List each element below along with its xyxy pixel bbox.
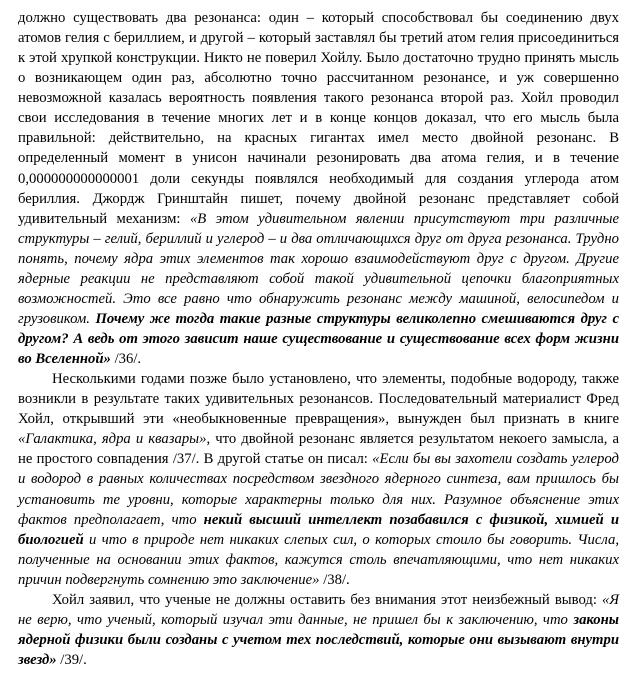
- text-run: /39/.: [56, 652, 87, 668]
- text-run: «В этом удивительном явлении присутствуют три различные структуры – гелий, бериллий и углерод – и два отличающихся друг от друга резонанса. Трудно понять, почему ядра этих элементов так хорошо взаимодействуют друг с другом. Другие ядерные реакции не представляют собой такой удивительной цепочки благоприятных возможностей. Это все равно что обнаружить резонанс между машиной, велосипедом и грузовиком.: [18, 210, 619, 327]
- text-run: /36/.: [110, 351, 142, 368]
- text-run: некий высший интеллект позабавился с физикой, химией и биологией: [18, 511, 619, 548]
- paragraph: [18, 590, 619, 670]
- text-run: и что в природе нет никаких слепых сил, о которых стоило бы говорить. Числа, полученные на основании этих фактов, кажутся столь впечатляющими, что нет никаких причин подвергнуть сомнению это заключение»: [18, 531, 619, 588]
- text-run: «Я не верю, что ученый, который изучал эти данные, не пришел бы к заключению, что: [18, 591, 619, 628]
- text-run: Почему же тогда такие разные структуры великолепно смешиваются друг с другом? А ведь от этого зависит наше существование и существование всех форм жизни во Вселенной»: [18, 310, 619, 368]
- paragraph: [18, 8, 619, 369]
- text-run: , что двойной резонанс является результатом некоего замысла, а не простого совпадения /37/. В другой статье он писал:: [18, 431, 619, 468]
- text-run: «Если бы вы захотели создать углерод и водород в равных количествах посредством звездного ядерного синтеза, вам пришлось бы установить те уровни, которые характерны только для них. Разумное объяснение этих фактов предполагает, что: [18, 451, 619, 528]
- text-run: «Галактика, ядра и квазары»: [18, 431, 207, 448]
- text-run: /38/.: [319, 571, 350, 588]
- text-run: законы ядерной физики были созданы с учетом тех последствий, которые они вызывают внутри звезд»: [18, 611, 619, 668]
- text-run: Хойл заявил, что ученые не должны оставить без внимания этот неизбежный вывод:: [52, 591, 602, 608]
- text-run: Несколькими годами позже было установлено, что элементы, подобные водороду, также возникли в результате таких удивительных резонансов. Последовательный материалист Фред Хойл, открывший эти «необыкновенные превращения», вынужден был признать в книге: [18, 371, 619, 428]
- text-run: должно существовать два резонанса: один – который способствовал бы соединению двух атомов гелия с бериллием, и другой – который заставлял бы третий атом гелия присоединиться к этой хрупкой конструкции. Никто не поверил Хойлу. Было достаточно трудно принять мысль о возникающем один раз, абсолютно точно рассчитанном резонансе, и уж совершенно невозможной казалась вероятность появления такого резонанса второй раз. Хойл проводил свои исследования в течение многих лет и в конце концов доказал, что его мысль была правильной: действительно, на красных гигантах имел место двойной резонанс. В определенный момент в унисон начинали резонировать два атома гелия, и в течение 0,000000000000001 доли секунды появлялся необходимый для создания углерода атом бериллия. Джордж Гринштайн пишет, почему двойной резонанс представляет собой удивительный механизм:: [18, 10, 619, 227]
- document-body: [18, 8, 619, 670]
- paragraph: [18, 369, 619, 590]
